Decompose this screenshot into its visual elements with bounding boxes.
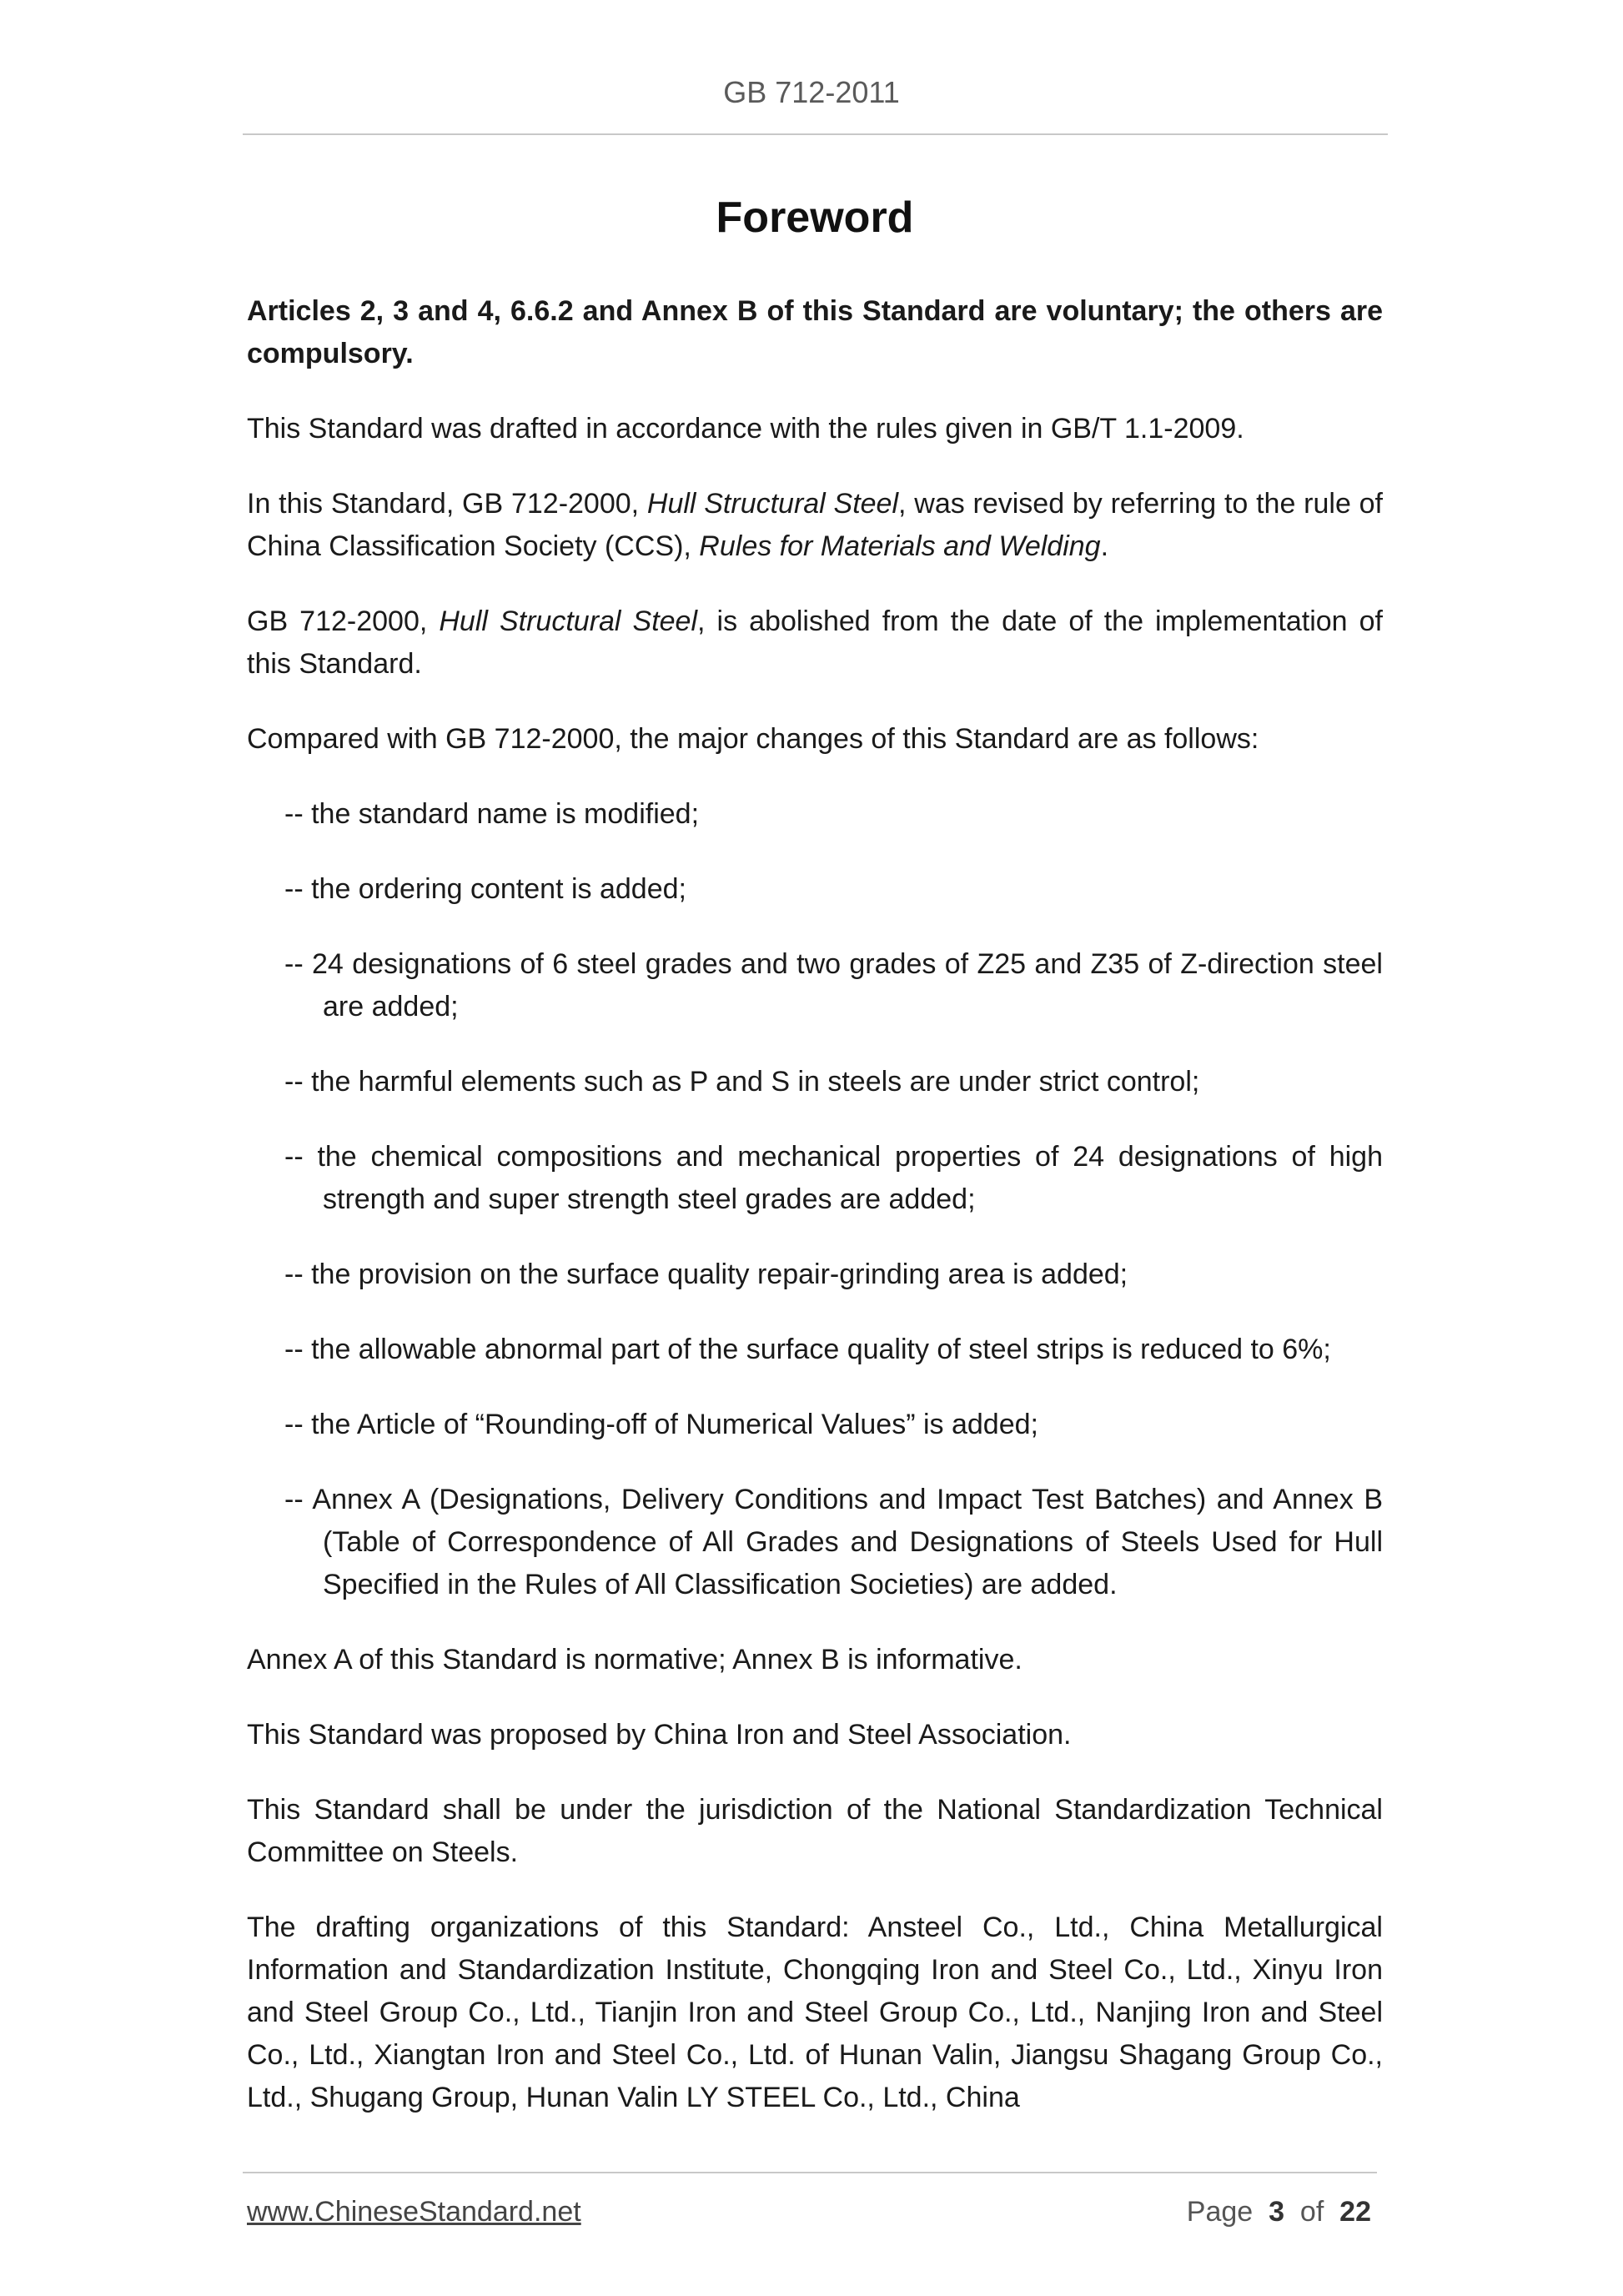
changes-list (247, 793, 1383, 1606)
abolished-paragraph (247, 600, 1383, 686)
list-item: -- the harmful elements such as P and S in steels are under strict control; (284, 1066, 1200, 1098)
list-item: -- the allowable abnormal part of the surface quality of steel strips is reduced to 6%; (284, 1334, 1331, 1365)
list-item: -- the chemical compositions and mechanical properties of 24 designations of high strength and super strength steel grades are added; (284, 1141, 1383, 1215)
drafting-rules-paragraph: This Standard was drafted in accordance with the rules given in GB/T 1.1-2009. (247, 413, 1244, 445)
list-item: -- the provision on the surface quality repair-grinding area is added; (284, 1259, 1128, 1290)
revision-rules-italic: Rules for Materials and Welding (699, 530, 1101, 562)
revision-title-italic: Hull Structural Steel (646, 488, 899, 520)
comparison-intro-paragraph: Compared with GB 712-2000, the major changes of this Standard are as follows: (247, 723, 1259, 755)
page-label: Page (1186, 2196, 1254, 2228)
list-item: -- 24 designations of 6 steel grades and two grades of Z25 and Z35 of Z-direction steel are added; (284, 948, 1383, 1022)
revision-paragraph (247, 483, 1383, 568)
revision-text-2: , was revised by referring to the rule of China Classification Society (CCS), (247, 488, 1383, 562)
abolished-text-2: , is abolished from the date of the implementation of this Standard. (247, 605, 1383, 680)
page-current: 3 (1269, 2196, 1284, 2228)
voluntary-clause-paragraph: Articles 2, 3 and 4, 6.6.2 and Annex B of this Standard are voluntary; the others are compulsory. (247, 295, 1383, 369)
page-total: 22 (1339, 2196, 1371, 2228)
list-item: -- the ordering content is added; (284, 873, 686, 905)
list-item: -- the standard name is modified; (284, 798, 700, 830)
abolished-title-italic: Hull Structural Steel (439, 605, 698, 637)
website-link[interactable]: www.ChineseStandard.net (247, 2196, 581, 2228)
revision-text-3: . (1100, 530, 1109, 562)
page-content (247, 188, 1383, 2152)
footer-divider (243, 2172, 1377, 2173)
header-standard-code: GB 712-2011 (723, 75, 900, 109)
proposed-by-paragraph: This Standard was proposed by China Iron and Steel Association. (247, 1719, 1072, 1751)
annex-note-paragraph: Annex A of this Standard is normative; Annex B is informative. (247, 1644, 1023, 1676)
page-number (1187, 2196, 1371, 2228)
list-item: -- Annex A (Designations, Delivery Conditions and Impact Test Batches) and Annex B (Table of Correspondence of All Grades and Designations of Steels Used for Hull Specified in the Rules of All Classification Societies) are added. (284, 1484, 1383, 1600)
list-item: -- the Article of “Rounding-off of Numerical Values” is added; (284, 1409, 1038, 1440)
drafting-organizations-paragraph: The drafting organizations of this Standard: Ansteel Co., Ltd., China Metallurgical Information and Standardization Institute, Chongqing Iron and Steel Co., Ltd., Xinyu Iron and Steel Group Co., Ltd., Tianjin Iron and Steel Group Co., Ltd., Nanjing Iron and Steel Co., Ltd., Xiangtan Iron and Steel Co., Ltd. of Hunan Valin, Jiangsu Shagang Group Co., Ltd., Shugang Group, Hunan Valin LY STEEL Co., Ltd., China (247, 1912, 1383, 2113)
document-title: Foreword (716, 193, 914, 242)
jurisdiction-paragraph: This Standard shall be under the jurisdiction of the National Standardization Technical Committee on Steels. (247, 1794, 1383, 1868)
abolished-text-1: GB 712-2000, (247, 605, 440, 637)
header-divider (243, 133, 1388, 135)
page-of-label: of (1299, 2196, 1324, 2228)
revision-text-1: In this Standard, GB 712-2000, (247, 488, 647, 520)
